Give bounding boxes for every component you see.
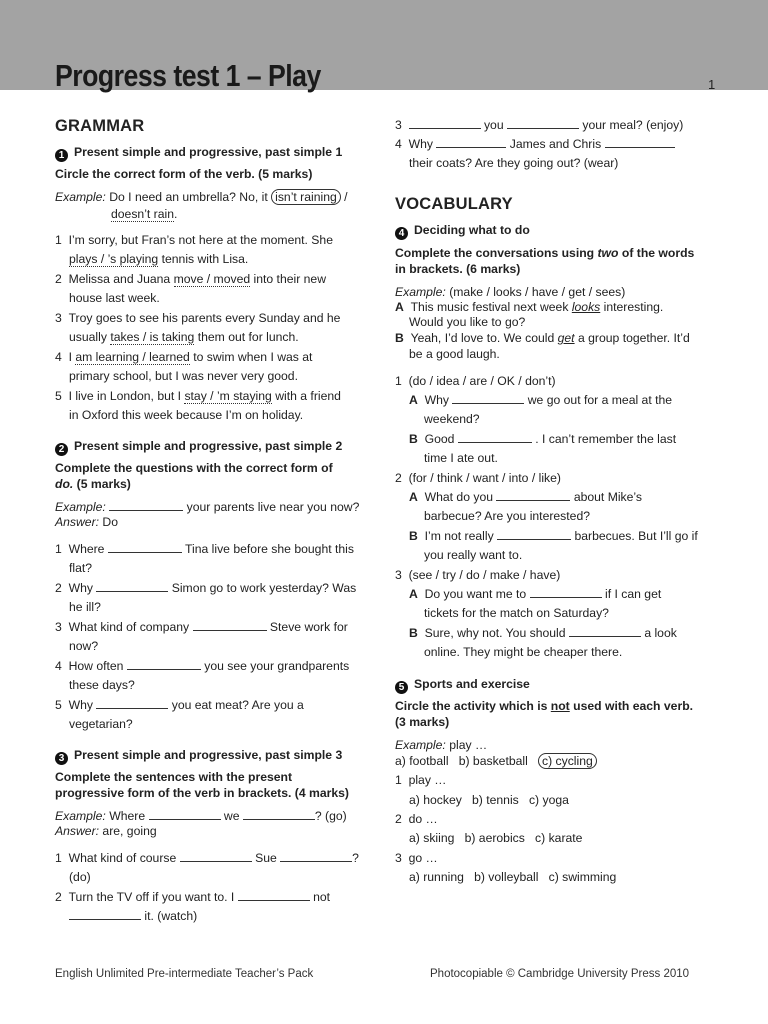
answer-blank: [496, 490, 570, 501]
list-item: 2 (for / think / want / into / like): [395, 471, 561, 485]
answer-blank: [127, 659, 201, 670]
section-5-example: Example: play …: [395, 738, 488, 752]
answer-blank: [193, 620, 267, 631]
section-3-instruction: Complete the sentences with the present: [55, 770, 293, 784]
list-item: 3 you your meal? (enjoy): [395, 118, 684, 132]
section-4-title: 4 Deciding what to do: [395, 223, 530, 240]
footer-left: English Unlimited Pre-intermediate Teacher’s Pack: [55, 968, 314, 980]
section-2-instruction: Complete the questions with the correct form of: [55, 461, 333, 475]
vocabulary-heading: VOCABULARY: [395, 195, 513, 213]
list-item: 3 (see / try / do / make / have): [395, 568, 561, 582]
section-3-example: Example: Where we ? (go): [55, 809, 347, 823]
section-4-instruction: Complete the conversations using two of the words: [395, 246, 695, 260]
section-1-instruction: Circle the correct form of the verb. (5 marks): [55, 167, 313, 181]
circled-answer: c) cycling: [538, 753, 597, 769]
answer-blank: [569, 626, 641, 637]
circled-answer: isn’t raining: [271, 189, 341, 205]
list-item: 2 Why Simon go to work yesterday? Was: [55, 581, 357, 595]
list-item: 2 Melissa and Juana move / moved into their new: [55, 272, 327, 286]
list-item: 1 Where Tina live before she bought this: [55, 542, 354, 556]
list-item: 3 What kind of company Steve work for: [55, 620, 348, 634]
answer-blank: [436, 137, 506, 148]
list-item: 5 Why you eat meat? Are you a: [55, 698, 304, 712]
answer-blank: [243, 809, 315, 820]
answer-blank: [452, 393, 524, 404]
section-5-instruction: Circle the activity which is not used with each verb.: [395, 699, 694, 713]
list-item: 3 Troy goes to see his parents every Sunday and he: [55, 311, 341, 325]
list-item: 5 I live in London, but I stay / ’m staying with a friend: [55, 389, 341, 403]
answer-blank: [280, 851, 352, 862]
page-title: Progress test 1 – Play: [55, 58, 321, 93]
list-item: 4 I am learning / learned to swim when I was at: [55, 350, 313, 364]
answer-blank: [409, 118, 481, 129]
footer-right: Photocopiable © Cambridge University Press 2010: [430, 968, 690, 980]
grammar-heading: GRAMMAR: [55, 117, 145, 135]
section-number-badge: 2: [55, 443, 68, 456]
list-item: 4 How often you see your grandparents: [55, 659, 350, 673]
answer-blank: [507, 118, 579, 129]
list-item: 1 (do / idea / are / OK / don’t): [395, 374, 556, 388]
list-item: 1 play …: [395, 773, 447, 787]
answer-blank: [497, 529, 571, 540]
section-2-title: 2 Present simple and progressive, past simple 2: [55, 439, 342, 456]
section-4-example: Example: (make / looks / have / get / sees): [395, 285, 626, 299]
section-number-badge: 4: [395, 227, 408, 240]
section-number-badge: 1: [55, 149, 68, 162]
list-item: 4 Why James and Chris: [395, 137, 675, 151]
answer-blank: [605, 137, 675, 148]
answer-blank: [96, 698, 168, 709]
list-item: 3 go …: [395, 851, 438, 865]
page-number: 1: [708, 77, 716, 92]
section-number-badge: 5: [395, 681, 408, 694]
list-item: 2 do …: [395, 812, 438, 826]
section-5-title: 5 Sports and exercise: [395, 677, 530, 694]
answer-blank: [180, 851, 252, 862]
answer-blank: [530, 587, 602, 598]
answer-blank: [458, 432, 532, 443]
answer-blank: [108, 542, 182, 553]
section-1-title: 1 Present simple and progressive, past simple 1: [55, 145, 342, 162]
answer-blank: [69, 909, 141, 920]
answer-blank: [96, 581, 168, 592]
list-item: 2 Turn the TV off if you want to. I not: [55, 890, 331, 904]
section-2-example: Example: your parents live near you now?: [55, 500, 360, 514]
section-3-title: 3 Present simple and progressive, past simple 3: [55, 748, 342, 765]
section-number-badge: 3: [55, 752, 68, 765]
section-1-example: Example: Do I need an umbrella? No, it isn’t raining /: [55, 190, 348, 204]
list-item: 1 I’m sorry, but Fran’s not here at the moment. She: [55, 233, 333, 247]
answer-blank: [149, 809, 221, 820]
list-item: 1 What kind of course Sue ?: [55, 851, 359, 865]
answer-blank: [238, 890, 310, 901]
answer-blank: [109, 500, 183, 511]
